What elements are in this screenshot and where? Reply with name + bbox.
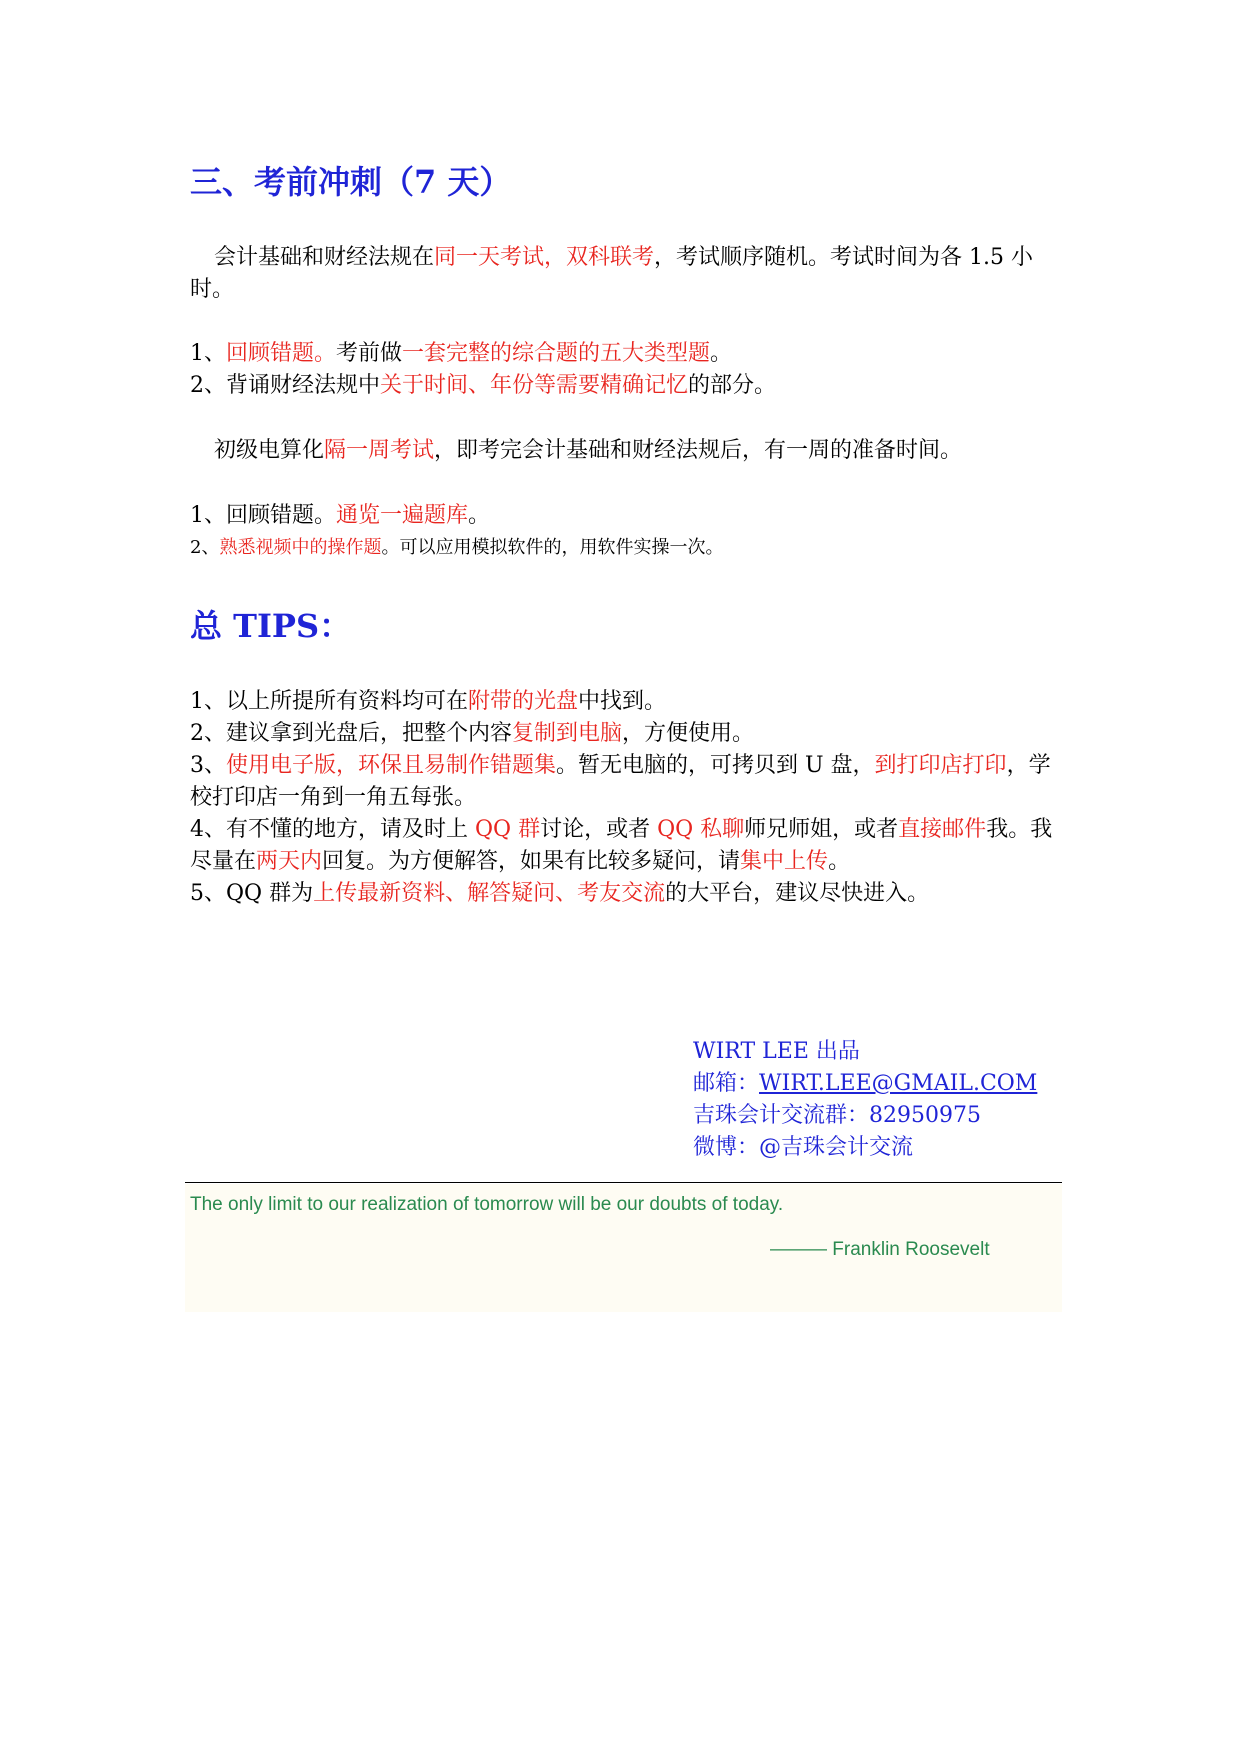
highlighted-text: 上传最新资料、解答疑问、考友交流: [313, 881, 666, 906]
sprint-item-1: [190, 338, 1065, 370]
body-text: 的部分。: [688, 373, 777, 398]
body-text: 1、以上所提所有资料均可在: [190, 689, 468, 714]
body-text: 3、: [190, 753, 226, 778]
body-text: 会计基础和财经法规在: [214, 245, 435, 270]
signature-author: WIRT LEE 出品: [693, 1039, 860, 1064]
intro-paragraph: [190, 242, 1065, 306]
body-text: 初级电算化: [214, 438, 325, 463]
body-text: 的大平台，建议尽快进入。: [665, 881, 930, 906]
signature-weibo-line: [693, 1132, 1093, 1164]
highlighted-text: QQ 群: [475, 817, 541, 842]
tip-item-3: [190, 750, 1065, 814]
body-text: 2、背诵财经法规中: [190, 373, 380, 398]
body-text: 4、有不懂的地方，请及时上: [190, 817, 475, 842]
body-text: 我。我尽量在: [190, 817, 1053, 874]
highlighted-text: 熟悉视频中的操作题: [219, 537, 382, 558]
highlighted-text: 两天内: [256, 849, 323, 874]
body-text: 考前做: [336, 341, 403, 366]
signature-email-line: [693, 1068, 1093, 1100]
highlighted-text: 回顾错题。: [226, 341, 337, 366]
email-link[interactable]: WIRT.LEE@GMAIL.COM: [759, 1071, 1038, 1096]
body-text: 师兄师姐，或者: [744, 817, 899, 842]
highlighted-text: 通览一遍题库: [336, 503, 469, 528]
signature-group-line: [693, 1100, 1093, 1132]
highlighted-text: 隔一周考试: [324, 438, 435, 463]
highlighted-text: 直接邮件: [898, 817, 987, 842]
body-text: 5、QQ 群为: [190, 881, 314, 906]
computerization-item-1: [190, 500, 1065, 532]
body-text: 。: [828, 849, 851, 874]
body-text: 1、: [190, 341, 226, 366]
weibo-label: 微博：: [693, 1135, 760, 1160]
body-text: 。: [710, 341, 733, 366]
section-title-exam-sprint: 三、考前冲刺（7 天）: [190, 163, 512, 201]
tips-title: 总 TIPS：: [190, 607, 352, 645]
quote-text: The only limit to our realization of tomorrow will be our doubts of today.: [190, 1194, 784, 1215]
highlighted-text: 集中上传: [740, 849, 829, 874]
body-text: 中找到。: [578, 689, 667, 714]
highlighted-text: 一套完整的综合题的五大类型题: [402, 341, 711, 366]
body-text: 回复。为方便解答，如果有比较多疑问，请: [322, 849, 741, 874]
highlighted-text: QQ 私聊: [657, 817, 745, 842]
highlighted-text: 复制到电脑: [512, 721, 623, 746]
highlighted-text: 使用电子版，环保且易制作错题集: [226, 753, 557, 778]
body-text: 1、回顾错题。: [190, 503, 336, 528]
weibo-handle: @吉珠会计交流: [759, 1135, 914, 1160]
highlighted-text: 到打印店打印: [874, 753, 1007, 778]
highlighted-text: 同一天考试，双科联考: [434, 245, 655, 270]
email-label: 邮箱：: [693, 1071, 760, 1096]
divider-rule: [185, 1182, 1062, 1183]
body-text: 。: [468, 503, 491, 528]
body-text: 2、建议拿到光盘后，把整个内容: [190, 721, 512, 746]
quote-author: ——— Franklin Roosevelt: [770, 1239, 990, 1260]
tip-item-4: [190, 814, 1065, 878]
body-text: ，即考完会计基础和财经法规后，有一周的准备时间。: [434, 438, 963, 463]
body-text: 。可以应用模拟软件的，用软件实操一次。: [381, 537, 724, 558]
tip-item-2: [190, 718, 1065, 750]
body-text: ，学校打印店一角到一角五每张。: [190, 753, 1051, 810]
body-text: ，考试顺序随机。考试时间为各 1.5 小时。: [190, 245, 1034, 302]
group-label: 吉珠会计交流群：: [693, 1103, 870, 1128]
body-text: 2、: [190, 537, 220, 558]
tip-item-5: [190, 878, 1065, 910]
sprint-item-2: [190, 370, 1065, 402]
highlighted-text: 关于时间、年份等需要精确记忆: [380, 373, 689, 398]
computerization-paragraph: [190, 435, 1065, 467]
tip-item-1: [190, 686, 1065, 718]
highlighted-text: 附带的光盘: [468, 689, 579, 714]
body-text: 。暂无电脑的，可拷贝到 U 盘，: [556, 753, 875, 778]
group-number: 82950975: [869, 1103, 981, 1128]
body-text: ，方便使用。: [622, 721, 755, 746]
body-text: 讨论，或者: [540, 817, 658, 842]
computerization-item-2: [190, 533, 1065, 563]
